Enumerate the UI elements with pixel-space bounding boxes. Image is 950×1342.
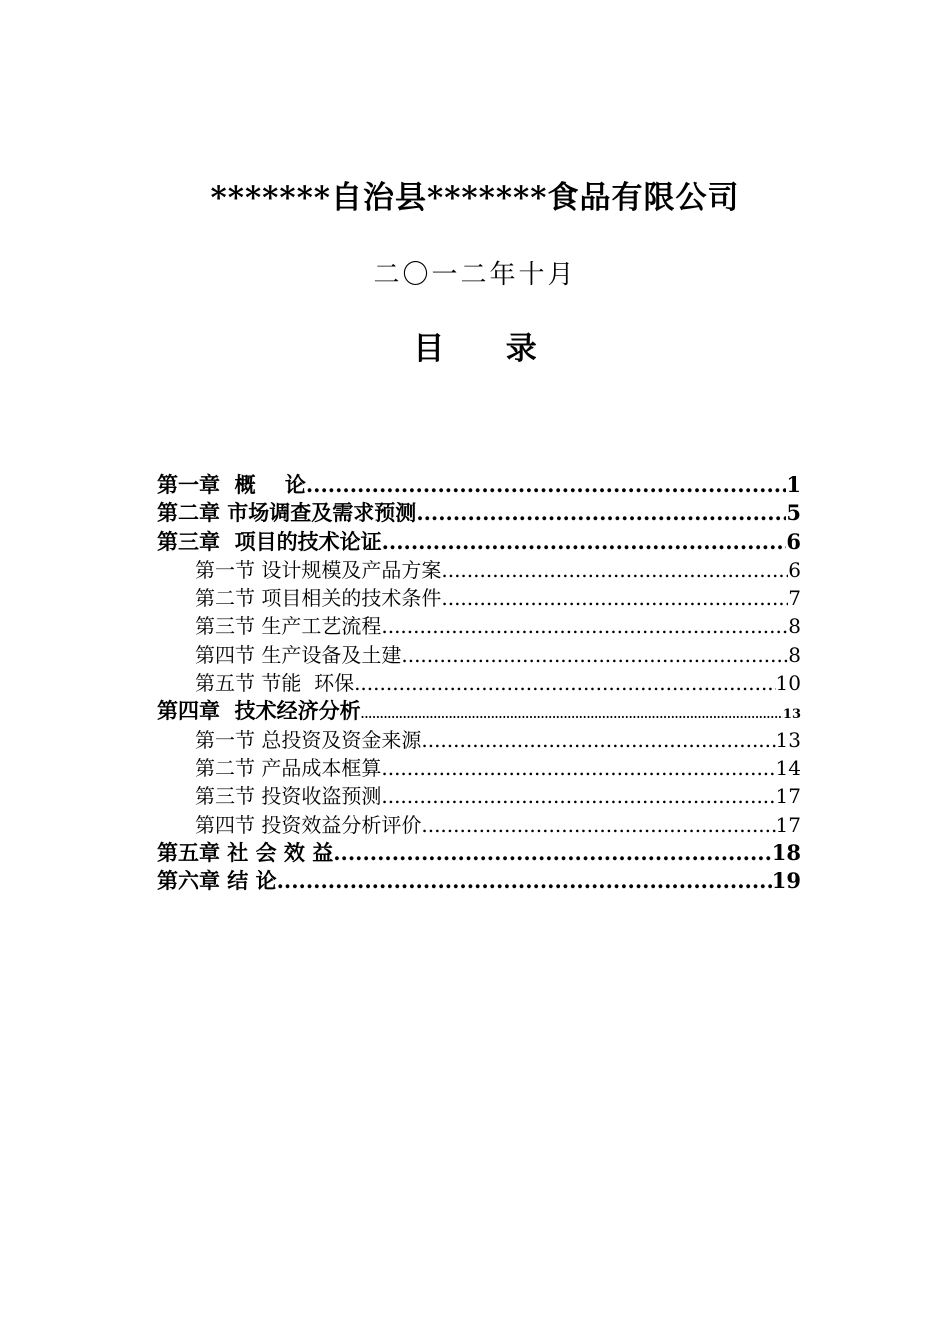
toc-entry-section-4-3[interactable] [157, 782, 801, 810]
toc-entry-label: 第五节 节能 环保 [195, 671, 355, 696]
toc-entry-section-3-5[interactable] [157, 669, 801, 697]
toc-dot-leader [381, 782, 775, 810]
toc-entry-page: 18 [771, 839, 801, 865]
toc-entry-label: 第六章 结 论 [157, 868, 277, 894]
toc-entry-label: 第四节 生产设备及土建 [195, 642, 402, 667]
toc-dot-leader [333, 839, 772, 867]
toc-dot-leader [441, 584, 788, 612]
toc-dot-leader [382, 528, 787, 556]
toc-entry-section-4-1[interactable] [157, 726, 801, 754]
toc-entry-page: 13 [782, 707, 801, 723]
toc-entry-section-4-2[interactable] [157, 754, 801, 782]
document-date: 二〇一二年十月 [373, 260, 577, 290]
toc-dot-leader [381, 754, 775, 782]
toc-entry-page: 10 [775, 671, 801, 696]
toc-heading: 目 录 [413, 331, 537, 367]
toc-dot-leader [441, 556, 788, 584]
toc-entry-chapter-3[interactable] [157, 528, 801, 556]
toc-entry-label: 第三章 项目的技术论证 [157, 528, 382, 554]
toc-entry-chapter-5[interactable] [157, 839, 801, 867]
toc-entry-page: 6 [788, 557, 801, 582]
toc-entry-label: 第四节 投资效益分析评价 [195, 812, 422, 837]
toc-dot-leader [306, 471, 787, 499]
toc-dot-leader [401, 641, 788, 669]
toc-dot-leader [354, 669, 775, 697]
toc-dot-leader [421, 726, 775, 754]
toc-entry-label: 第一节 设计规模及产品方案 [195, 557, 442, 582]
toc-entry-label: 第一节 总投资及资金来源 [195, 727, 422, 752]
toc-entry-section-3-4[interactable] [157, 641, 801, 669]
toc-entry-section-4-4[interactable] [157, 811, 801, 839]
toc-entry-label: 第二节 项目相关的技术条件 [195, 586, 442, 611]
toc-entry-chapter-6[interactable] [157, 867, 801, 895]
document-title: *******自治县*******食品有限公司 [210, 180, 740, 216]
toc-entry-page: 13 [775, 727, 801, 752]
toc-entry-page: 14 [775, 755, 801, 780]
toc-entry-label: 第三节 投资收盗预测 [195, 784, 382, 809]
toc-entry-page: 8 [788, 614, 801, 639]
toc-entry-section-3-1[interactable] [157, 556, 801, 584]
toc-entry-label: 第五章 社 会 效 益 [157, 839, 334, 865]
toc-entry-chapter-4[interactable] [157, 697, 801, 725]
toc-dot-leader [381, 612, 788, 640]
toc-entry-page: 17 [775, 812, 801, 837]
toc-entry-label: 第一章 概 论 [157, 472, 306, 497]
toc-entry-chapter-1[interactable] [157, 471, 801, 499]
toc-entry-section-3-3[interactable] [157, 612, 801, 640]
toc-entry-label: 第二章 市场调查及需求预测 [157, 500, 417, 526]
toc-dot-leader [277, 867, 772, 895]
table-of-contents [157, 471, 801, 895]
toc-dot-leader [416, 499, 786, 527]
toc-entry-page: 7 [788, 586, 801, 611]
toc-entry-page: 19 [771, 868, 801, 894]
toc-entry-page: 17 [775, 784, 801, 809]
toc-entry-label: 第二节 产品成本框算 [195, 755, 382, 780]
toc-entry-chapter-2[interactable] [157, 499, 801, 527]
toc-entry-page: 6 [786, 528, 801, 554]
toc-dot-leader [361, 701, 783, 725]
toc-entry-section-3-2[interactable] [157, 584, 801, 612]
toc-entry-page: 8 [788, 642, 801, 667]
toc-entry-page: 1 [786, 472, 801, 497]
toc-dot-leader [421, 811, 775, 839]
toc-entry-label: 第四章 技术经济分析 [157, 698, 361, 724]
toc-entry-page: 5 [786, 500, 801, 526]
toc-entry-label: 第三节 生产工艺流程 [195, 614, 382, 639]
